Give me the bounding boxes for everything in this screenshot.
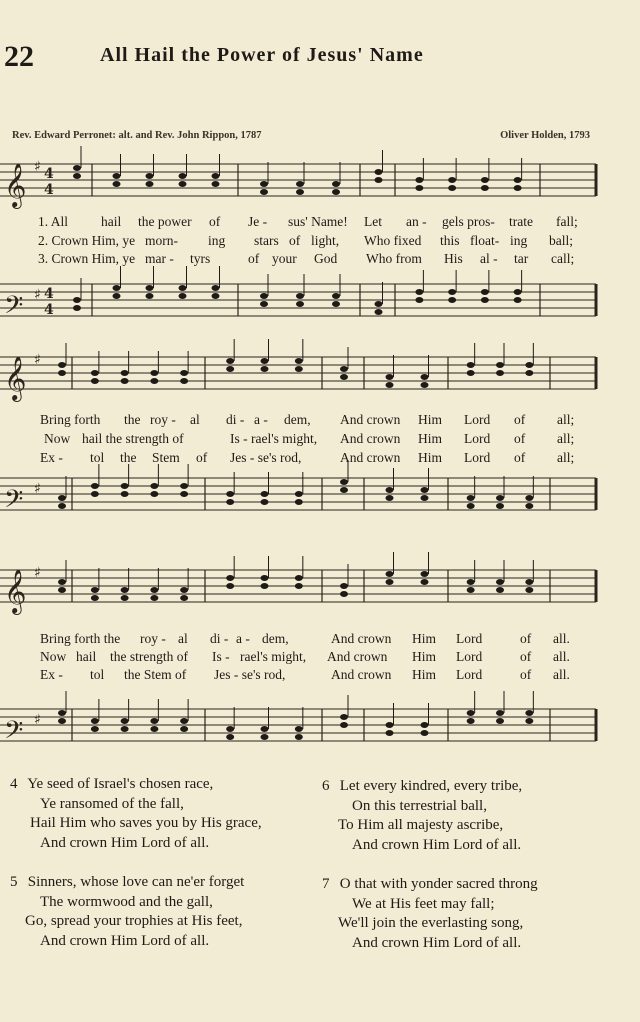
notehead [260,301,268,307]
lyrics-line: 1. All hail the power of Je - sus' Name! Let an - gels pros- trate fall; [38,214,578,229]
notehead [332,301,340,307]
notehead [496,710,504,716]
notehead [295,491,303,497]
notehead [121,595,129,601]
notehead [150,483,158,489]
lyrics-line: 3. Crown Him, ye mar - tyrs of your God Who from His al - tar call; [38,251,575,266]
notehead [340,479,348,485]
notehead [226,358,234,364]
notehead [467,718,475,724]
notehead [467,579,475,585]
notehead [226,491,234,497]
notehead [295,499,303,505]
notehead [386,571,394,577]
notehead [212,181,220,187]
notehead [58,587,66,593]
notehead [180,718,188,724]
notehead [514,185,522,191]
notehead [261,499,269,505]
notehead [73,165,81,171]
notehead [496,503,504,509]
time-signature: 4 [44,182,54,198]
notehead [386,579,394,585]
notehead [295,575,303,581]
notehead [261,734,269,740]
notehead [150,718,158,724]
notehead [525,362,533,368]
notehead [386,722,394,728]
key-signature-sharp: ♯ [34,712,41,728]
notehead [91,587,99,593]
notehead [58,579,66,585]
notehead [496,495,504,501]
notehead [386,374,394,380]
notehead [226,499,234,505]
notehead [260,181,268,187]
notehead [467,362,475,368]
notehead [150,587,158,593]
bass-staff-system-1 [0,272,640,332]
notehead [525,370,533,376]
notehead [58,370,66,376]
notehead [386,382,394,388]
notehead [496,718,504,724]
notehead [121,587,129,593]
notehead [332,293,340,299]
notehead [261,575,269,581]
notehead [386,730,394,736]
notehead [58,710,66,716]
bass-staff-system-3 [0,697,640,757]
key-signature-sharp: ♯ [34,159,41,175]
notehead [375,177,383,183]
notehead [386,495,394,501]
notehead [375,301,383,307]
notehead [73,173,81,179]
key-signature-sharp: ♯ [34,481,41,497]
notehead [146,181,154,187]
notehead [260,293,268,299]
notehead [261,358,269,364]
notehead [296,293,304,299]
notehead [212,173,220,179]
bass-clef: 𝄢 [4,291,24,326]
notehead [514,297,522,303]
bass-staff-system-2 [0,466,640,526]
lyrics-line: Now hail the strength of Is - rael's might, And crown Him Lord of all; [44,431,575,446]
stanza-6: 6 Let every kindred, every tribe, On this terrestrial ball, To Him all majesty ascribe, And crown Him Lord of all. [322,778,523,853]
notehead [467,503,475,509]
notehead [261,366,269,372]
notehead [113,285,121,291]
notehead [150,726,158,732]
time-signature: 4 [44,302,54,318]
notehead [496,579,504,585]
notehead [448,185,456,191]
words-credit: Rev. Edward Perronet: alt. and Rev. John Rippon, 1787 [12,130,262,141]
key-signature-sharp: ♯ [34,287,41,303]
notehead [467,370,475,376]
notehead [150,595,158,601]
notehead [121,718,129,724]
notehead [421,571,429,577]
notehead [525,710,533,716]
notehead [386,487,394,493]
notehead [226,583,234,589]
notehead [340,591,348,597]
bass-clef: 𝄢 [4,716,24,751]
notehead [146,173,154,179]
treble-clef: 𝄞 [4,163,27,207]
notehead [150,378,158,384]
notehead [375,309,383,315]
lyrics-line: Bring forth the roy - al di - a - dem, And crown Him Lord of all; [40,412,575,427]
notehead [180,483,188,489]
notehead [261,491,269,497]
notehead [212,285,220,291]
notehead [332,189,340,195]
notehead [91,718,99,724]
notehead [525,495,533,501]
notehead [180,370,188,376]
notehead [481,177,489,183]
notehead [525,718,533,724]
notehead [58,362,66,368]
notehead [496,362,504,368]
notehead [113,173,121,179]
treble-staff-system-3 [0,558,640,618]
notehead [180,587,188,593]
notehead [375,169,383,175]
notehead [91,726,99,732]
lyrics-line: 2. Crown Him, ye morn- ing stars of light, Who fixed this float- ing ball; [38,233,573,248]
notehead [481,185,489,191]
notehead [295,726,303,732]
lyrics-line: Ex - tol the Stem of Jes - se's rod, And crown Him Lord of all; [40,450,575,465]
notehead [180,491,188,497]
notehead [340,487,348,493]
notehead [332,181,340,187]
treble-clef: 𝄞 [4,569,27,613]
notehead [91,491,99,497]
key-signature-sharp: ♯ [34,352,41,368]
notehead [73,297,81,303]
notehead [121,378,129,384]
notehead [150,370,158,376]
notehead [415,289,423,295]
notehead [179,181,187,187]
notehead [73,305,81,311]
notehead [58,495,66,501]
notehead [180,595,188,601]
treble-clef: 𝄞 [4,356,27,400]
notehead [340,374,348,380]
notehead [180,378,188,384]
notehead [58,503,66,509]
bass-clef: 𝄢 [4,485,24,520]
notehead [448,177,456,183]
notehead [421,374,429,380]
notehead [448,297,456,303]
notehead [525,579,533,585]
notehead [415,185,423,191]
notehead [150,491,158,497]
notehead [113,293,121,299]
notehead [295,358,303,364]
notehead [260,189,268,195]
treble-staff-system-1 [0,152,640,212]
notehead [180,726,188,732]
notehead [179,293,187,299]
notehead [295,583,303,589]
notehead [121,726,129,732]
notehead [481,289,489,295]
notehead [121,370,129,376]
notehead [421,730,429,736]
notehead [421,579,429,585]
notehead [261,726,269,732]
notehead [496,370,504,376]
music-credit: Oliver Holden, 1793 [500,130,590,141]
stanza-4: 4 Ye seed of Israel's chosen race, Ye ransomed of the fall, Hail Him who saves you by His grace, And crown Him Lord of all. [10,776,262,851]
stanza-7: 7 O that with yonder sacred throng We at His feet may fall; We'll join the everlasting song, And crown Him Lord of all. [322,876,538,951]
notehead [121,483,129,489]
notehead [91,370,99,376]
notehead [340,714,348,720]
notehead [295,734,303,740]
notehead [525,503,533,509]
notehead [421,487,429,493]
notehead [91,483,99,489]
notehead [226,726,234,732]
notehead [113,181,121,187]
lyrics-line: Ex - tol the Stem of Jes - se's rod, And crown Him Lord of all. [40,667,570,682]
lyrics-line: Now hail the strength of Is - rael's might, And crown Him Lord of all. [40,649,570,664]
notehead [295,366,303,372]
notehead [226,734,234,740]
notehead [340,583,348,589]
notehead [146,293,154,299]
notehead [179,173,187,179]
notehead [121,491,129,497]
treble-staff-system-2 [0,345,640,405]
notehead [340,366,348,372]
notehead [58,718,66,724]
notehead [146,285,154,291]
notehead [421,382,429,388]
notehead [91,595,99,601]
notehead [296,189,304,195]
notehead [514,177,522,183]
notehead [340,722,348,728]
time-signature: 4 [44,166,54,182]
hymn-number: 22 [4,40,34,73]
notehead [415,177,423,183]
notehead [261,583,269,589]
notehead [296,301,304,307]
notehead [467,710,475,716]
notehead [296,181,304,187]
notehead [212,293,220,299]
notehead [421,495,429,501]
notehead [481,297,489,303]
notehead [415,297,423,303]
notehead [421,722,429,728]
notehead [467,495,475,501]
notehead [496,587,504,593]
notehead [91,378,99,384]
notehead [226,575,234,581]
time-signature: 4 [44,286,54,302]
hymn-title: All Hail the Power of Jesus' Name [100,44,424,66]
notehead [525,587,533,593]
lyrics-line: Bring forth the roy - al di - a - dem, And crown Him Lord of all. [40,631,570,646]
stanza-5: 5 Sinners, whose love can ne'er forget The wormwood and the gall, Go, spread your trophies at His feet, And crown Him Lord of all. [10,874,245,949]
notehead [514,289,522,295]
notehead [179,285,187,291]
notehead [467,587,475,593]
notehead [226,366,234,372]
key-signature-sharp: ♯ [34,565,41,581]
notehead [448,289,456,295]
